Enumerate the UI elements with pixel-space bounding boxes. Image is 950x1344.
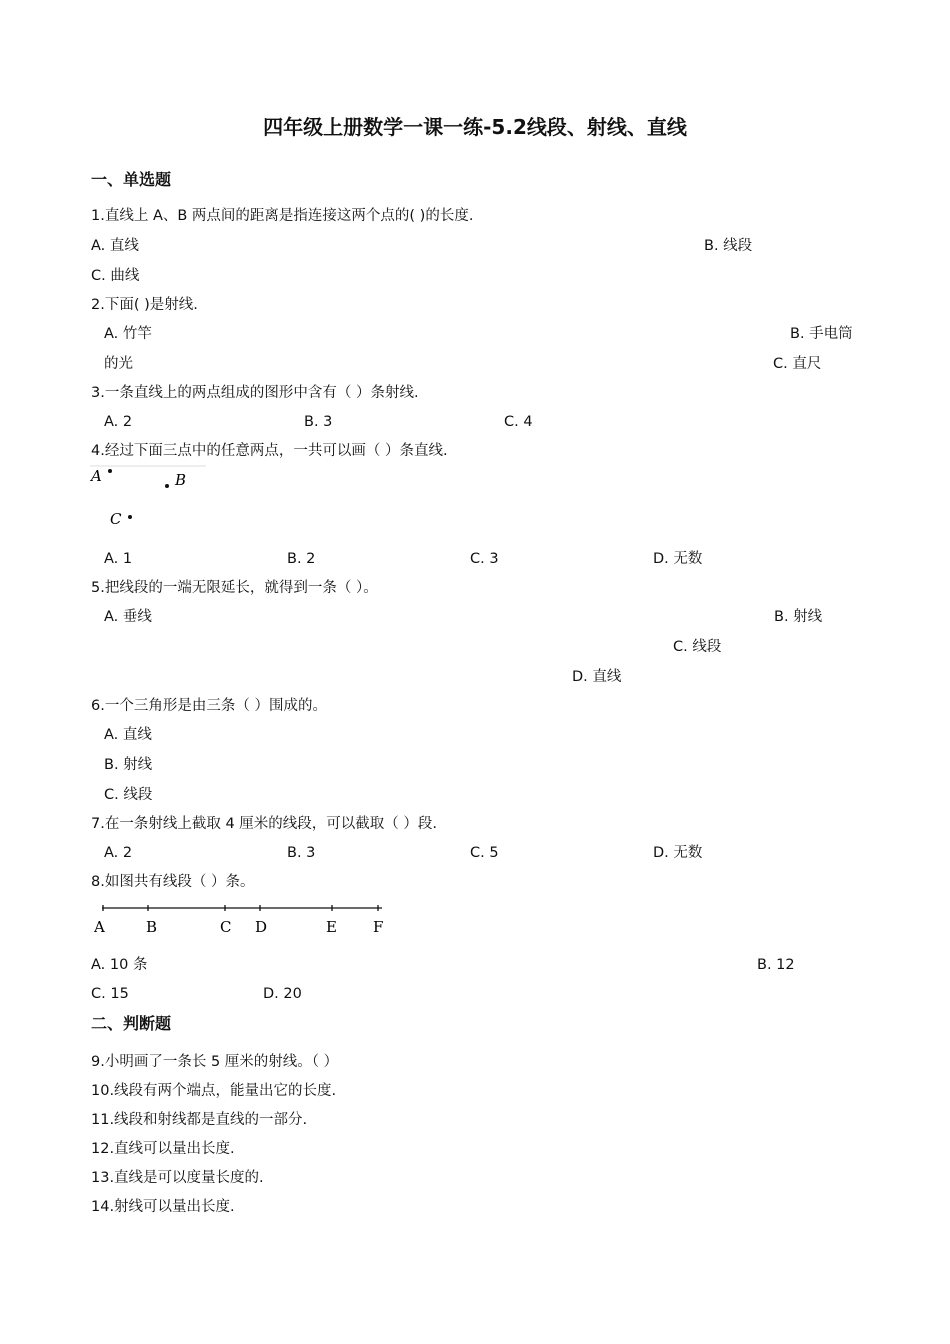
question-8-option-b: B. 12 [757, 957, 795, 973]
question-8-text: 8.如图共有线段（ ）条。 [91, 874, 255, 890]
question-2-option-c: C. 直尺 [773, 356, 822, 372]
question-7-option-a: A. 2 [104, 845, 133, 861]
question-2-text: 2.下面( )是射线. [91, 297, 198, 313]
label-c: C [220, 918, 232, 936]
question-6-option-c: C. 线段 [104, 787, 153, 803]
line-segment-figure [90, 900, 390, 940]
question-3-text: 3.一条直线上的两点组成的图形中含有（ ）条射线. [91, 385, 419, 401]
three-points-figure [88, 462, 208, 532]
question-5-option-b: B. 射线 [774, 609, 823, 625]
question-4-option-b: B. 2 [287, 551, 316, 567]
question-7-option-b: B. 3 [287, 845, 316, 861]
question-2-option-b-continued: 的光 [104, 356, 133, 372]
question-5-text: 5.把线段的一端无限延长，就得到一条（ ）。 [91, 580, 378, 596]
question-11-text: 11.线段和射线都是直线的一部分. [91, 1112, 308, 1128]
label-d: D [255, 918, 268, 936]
question-14-text: 14.射线可以量出长度. [91, 1199, 235, 1215]
question-8-option-d: D. 20 [263, 986, 302, 1002]
label-b: B [146, 918, 158, 936]
question-1-option-b: B. 线段 [704, 238, 753, 254]
question-6-option-a: A. 直线 [104, 727, 152, 743]
point-a-dot [108, 469, 112, 473]
page-title: 四年级上册数学一课一练-5.2线段、射线、直线 [263, 115, 687, 139]
question-2-option-b: B. 手电筒 [790, 326, 853, 342]
question-2-option-a: A. 竹竿 [104, 326, 152, 342]
section-heading-true-false: 二、判断题 [91, 1014, 172, 1033]
question-6-option-b: B. 射线 [104, 757, 153, 773]
point-c-dot [128, 515, 132, 519]
question-13-text: 13.直线是可以度量长度的. [91, 1170, 264, 1186]
question-5-option-d: D. 直线 [572, 669, 622, 685]
question-6-text: 6.一个三角形是由三条（ ）围成的。 [91, 698, 327, 714]
question-3-option-c: C. 4 [504, 414, 533, 430]
label-a: A [94, 918, 105, 936]
point-b-label: B [175, 471, 187, 489]
question-7-text: 7.在一条射线上截取 4 厘米的线段，可以截取（ ）段. [91, 816, 437, 832]
question-4-text: 4.经过下面三点中的任意两点，一共可以画（ ）条直线. [91, 443, 448, 459]
question-3-option-a: A. 2 [104, 414, 133, 430]
question-10-text: 10.线段有两个端点，能量出它的长度. [91, 1083, 337, 1099]
question-9-text: 9.小明画了一条长 5 厘米的射线。（ ） [91, 1054, 339, 1070]
question-7-option-d: D. 无数 [653, 845, 703, 861]
question-1-text: 1.直线上 A、B 两点间的距离是指连接这两个点的( )的长度. [91, 208, 474, 224]
question-4-option-a: A. 1 [104, 551, 133, 567]
label-e: E [326, 918, 337, 936]
question-8-option-c: C. 15 [91, 986, 129, 1002]
question-1-option-a: A. 直线 [91, 238, 139, 254]
point-b-dot [165, 484, 169, 488]
question-12-text: 12.直线可以量出长度. [91, 1141, 235, 1157]
question-7-option-c: C. 5 [470, 845, 499, 861]
question-8-option-a: A. 10 条 [91, 957, 148, 973]
question-4-option-d: D. 无数 [653, 551, 703, 567]
question-1-option-c: C. 曲线 [91, 268, 140, 284]
section-heading-single-choice: 一、单选题 [91, 170, 172, 189]
question-5-option-a: A. 垂线 [104, 609, 152, 625]
question-4-option-c: C. 3 [470, 551, 499, 567]
question-3-option-b: B. 3 [304, 414, 333, 430]
question-5-option-c: C. 线段 [673, 639, 722, 655]
point-c-label: C [110, 510, 122, 528]
point-a-label: A [91, 467, 102, 485]
label-f: F [373, 918, 384, 936]
